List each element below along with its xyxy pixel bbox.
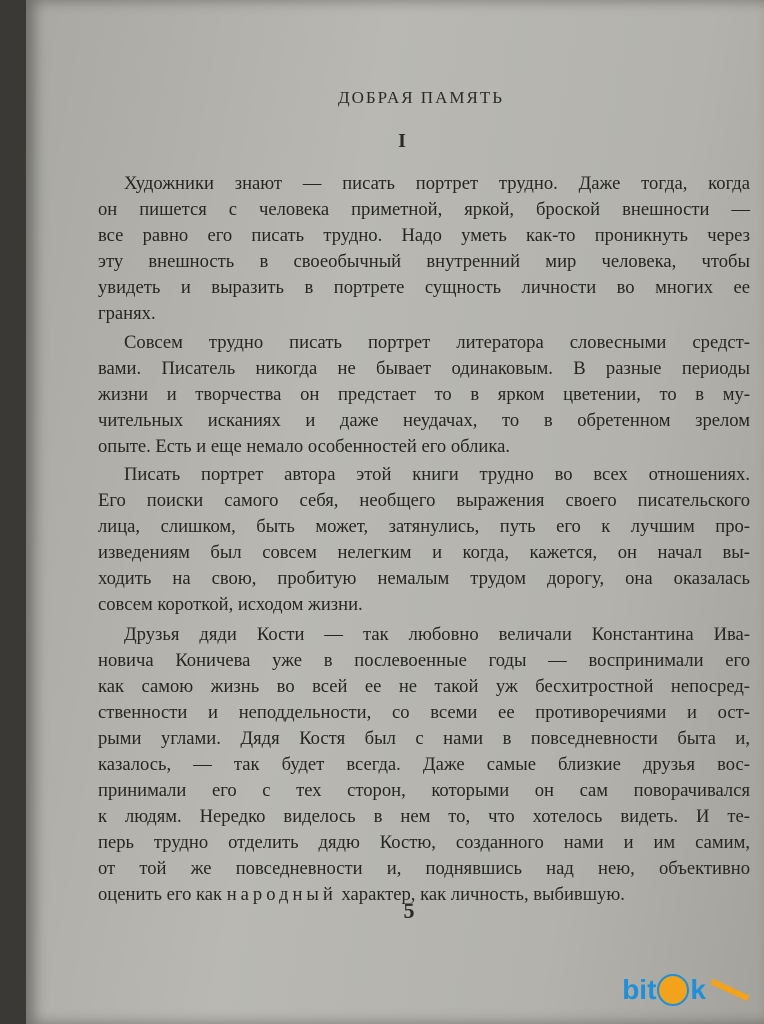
text-line: перь трудно отделить дядю Костю, созданного нами и им самим, xyxy=(98,832,750,853)
text-line: к людям. Нередко виделось в нем то, что хотелось видеть. И те- xyxy=(98,806,750,827)
text-line: жизни и творчества он предстает то в ярком цветении, то в му- xyxy=(98,384,750,405)
text-line: Друзья дяди Кости — так любовно величали Константина Ива- xyxy=(124,624,750,645)
text-line: Художники знают — писать портрет трудно. Даже тогда, когда xyxy=(124,173,750,194)
watermark-text: bit xyxy=(622,974,657,1005)
text-line: он пишется с человека приметной, яркой, броской внешности — xyxy=(98,199,750,220)
hammer-icon xyxy=(711,979,750,1001)
text-line: увидеть и выразить в портрете сущность личности во многих ее xyxy=(98,277,750,298)
text-line: принимали его с тех сторон, которыми он сам поворачивался xyxy=(98,780,750,801)
watermark-text: k xyxy=(690,974,706,1005)
book-page xyxy=(26,0,764,1024)
text-line: Его поиски самого себя, необщего выражения своего писательского xyxy=(98,490,750,511)
text-line: опыте. Есть и еще немало особенностей его облика. xyxy=(98,436,511,457)
text-line: гранях. xyxy=(98,303,156,324)
text-line: рыми углами. Дядя Костя был с нами в повседневности быта и, xyxy=(98,728,750,749)
chapter-number: I xyxy=(398,130,406,152)
text-line: Писать портрет автора этой книги трудно во всех отношениях. xyxy=(124,464,750,485)
text-line: новича Коничева уже в послевоенные годы — воспринимали его xyxy=(98,650,750,671)
watermark-logo xyxy=(622,970,750,1010)
text-line: ходить на свою, пробитую немалым трудом дорогу, она оказалась xyxy=(98,568,750,589)
text-line: чительных исканиях и даже неудачах, то в обретенном зрелом xyxy=(98,410,750,431)
text-line: совсем короткой, исходом жизни. xyxy=(98,594,363,615)
text-line: вами. Писатель никогда не бывает одинаковым. В разные периоды xyxy=(98,358,750,379)
text-line: изведениям был совсем нелегким и когда, кажется, он начал вы- xyxy=(98,542,750,563)
page-title: ДОБРАЯ ПАМЯТЬ xyxy=(338,88,504,107)
text-segment: оценить его как xyxy=(98,884,227,905)
text-line: казалось, — так будет всегда. Даже самые близкие друзья вос- xyxy=(98,754,750,775)
coin-icon xyxy=(657,974,689,1006)
text-line: ственности и неподдельности, со всеми ее противоречиями и ост- xyxy=(98,702,750,723)
text-line: Совсем трудно писать портрет литератора словесными средст- xyxy=(124,332,750,353)
spaced-word: народный xyxy=(226,884,337,905)
text-line: как самою жизнь во всей ее не такой уж бесхитростной непосред- xyxy=(98,676,750,697)
text-line: эту внешность в своеобычный внутренний мир человека, чтобы xyxy=(98,251,750,272)
page-number: 5 xyxy=(403,898,415,923)
text-line: все равно его писать трудно. Надо уметь как-то проникнуть через xyxy=(98,225,750,246)
text-line: от той же повседневности и, поднявшись над нею, объективно xyxy=(98,858,750,879)
text-line: лица, слишком, быть может, затянулись, путь его к лучшим про- xyxy=(98,516,750,537)
text-segment: характер, как личность, выбившую. xyxy=(336,884,625,905)
